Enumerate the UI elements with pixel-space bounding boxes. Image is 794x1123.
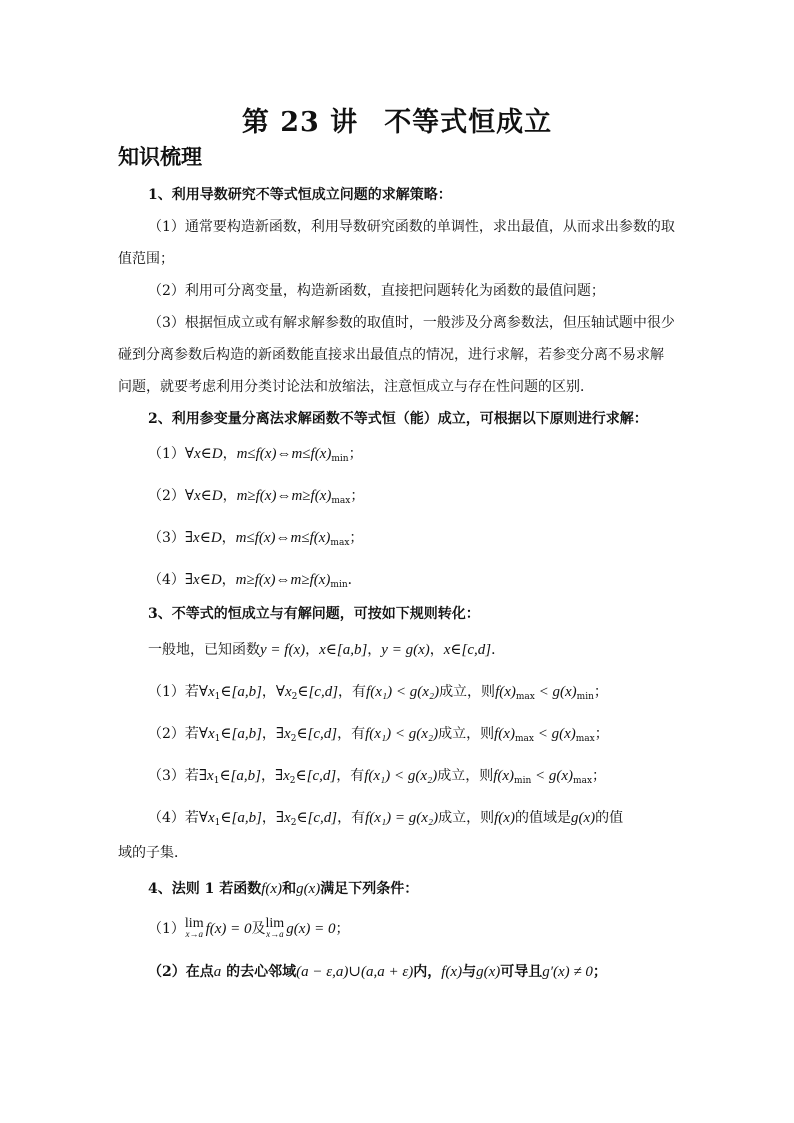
s3-item: （3）若$\exists x_1\in[a,b]$，$\exists x_2\in[c,d]$，有f(x₁) < g(x₂)成立，则$f(x)_{min} < g(x)_{max}$； bbox=[148, 768, 607, 786]
s3-heading: 3、不等式的恒成立与有解问题，可按如下规则转化： bbox=[148, 606, 480, 622]
s4-condition-1: （1） lim x→a f(x) = 0及 lim x→a g(x) = 0； bbox=[148, 916, 350, 939]
lecture-number: 第 23 讲 bbox=[241, 107, 359, 138]
lecture-title bbox=[0, 100, 794, 139]
s2-item: （2）∀x∈D，$m\ge f(x)\Leftrightarrow m\ge f(x)_{max}$； bbox=[148, 488, 365, 506]
s1-p1b: 值范围； bbox=[118, 251, 174, 267]
s3-item4-cont: 域的子集． bbox=[118, 845, 188, 861]
s2-heading: 2、利用参变量分离法求解函数不等式恒（能）成立，可根据以下原则进行求解： bbox=[148, 411, 648, 427]
section-heading: 知识梳理 bbox=[118, 144, 202, 169]
s1-p1a: （1）通常要构造新函数，利用导数研究函数的单调性，求出最值，从而求出参数的取 bbox=[148, 219, 675, 235]
s3-item: （2）若$\forall x_1\in[a,b]$，$\exists x_2\in[c,d]$，有f(x₁) < g(x₂)成立，则$f(x)_{max} < g(x)_{max}$； bbox=[148, 726, 609, 744]
s1-p3b: 碰到分离参数后构造的新函数能直接求出最值点的情况，进行求解，若参变分离不易求解 bbox=[118, 347, 664, 363]
s4-heading: 4、法则 1 若函数f(x)和g(x)满足下列条件： bbox=[148, 881, 419, 897]
s1-p3c: 问题，就要考虑利用分类讨论法和放缩法，注意恒成立与存在性问题的区别． bbox=[118, 379, 594, 395]
s4-condition-2: （2）在点a 的去心邻域(a − ε,a)∪(a,a + ε)内，f(x)与g(x)可导且g′(x) ≠ 0； bbox=[148, 964, 607, 980]
s1-p2: （2）利用可分离变量，构造新函数，直接把问题转化为函数的最值问题； bbox=[148, 283, 605, 299]
lecture-topic: 不等式恒成立 bbox=[384, 107, 553, 138]
s3-item: （1）若$\forall x_1\in[a,b]$，$\forall x_2\in[c,d]$，有f(x₁) < g(x₂)成立，则$f(x)_{max} < g(x)_{min}$； bbox=[148, 684, 608, 702]
s1-p3a: （3）根据恒成立或有解求解参数的取值时，一般涉及分离参数法，但压轴试题中很少 bbox=[148, 315, 675, 331]
s2-item: （3）∃x∈D，$m\le f(x)\Leftrightarrow m\le f(x)_{max}$； bbox=[148, 530, 364, 548]
s3-item: （4）若$\forall x_1\in[a,b]$，$\exists x_2\in[c,d]$，有f(x₁) = g(x₂)成立，则f(x)的值域是g(x)的值 bbox=[148, 810, 624, 828]
s1-heading: 1、利用导数研究不等式恒成立问题的求解策略： bbox=[148, 187, 452, 203]
s2-item: （4）∃x∈D，$m\ge f(x)\Leftrightarrow m\ge f(x)_{min}$． bbox=[148, 572, 362, 590]
s3-intro: 一般地，已知函数y = f(x)，x∈[a,b]，y = g(x)，x∈[c,d]． bbox=[148, 642, 506, 658]
s2-item: （1）∀x∈D，$m\le f(x)\Leftrightarrow m\le f(x)_{min}$； bbox=[148, 446, 363, 464]
